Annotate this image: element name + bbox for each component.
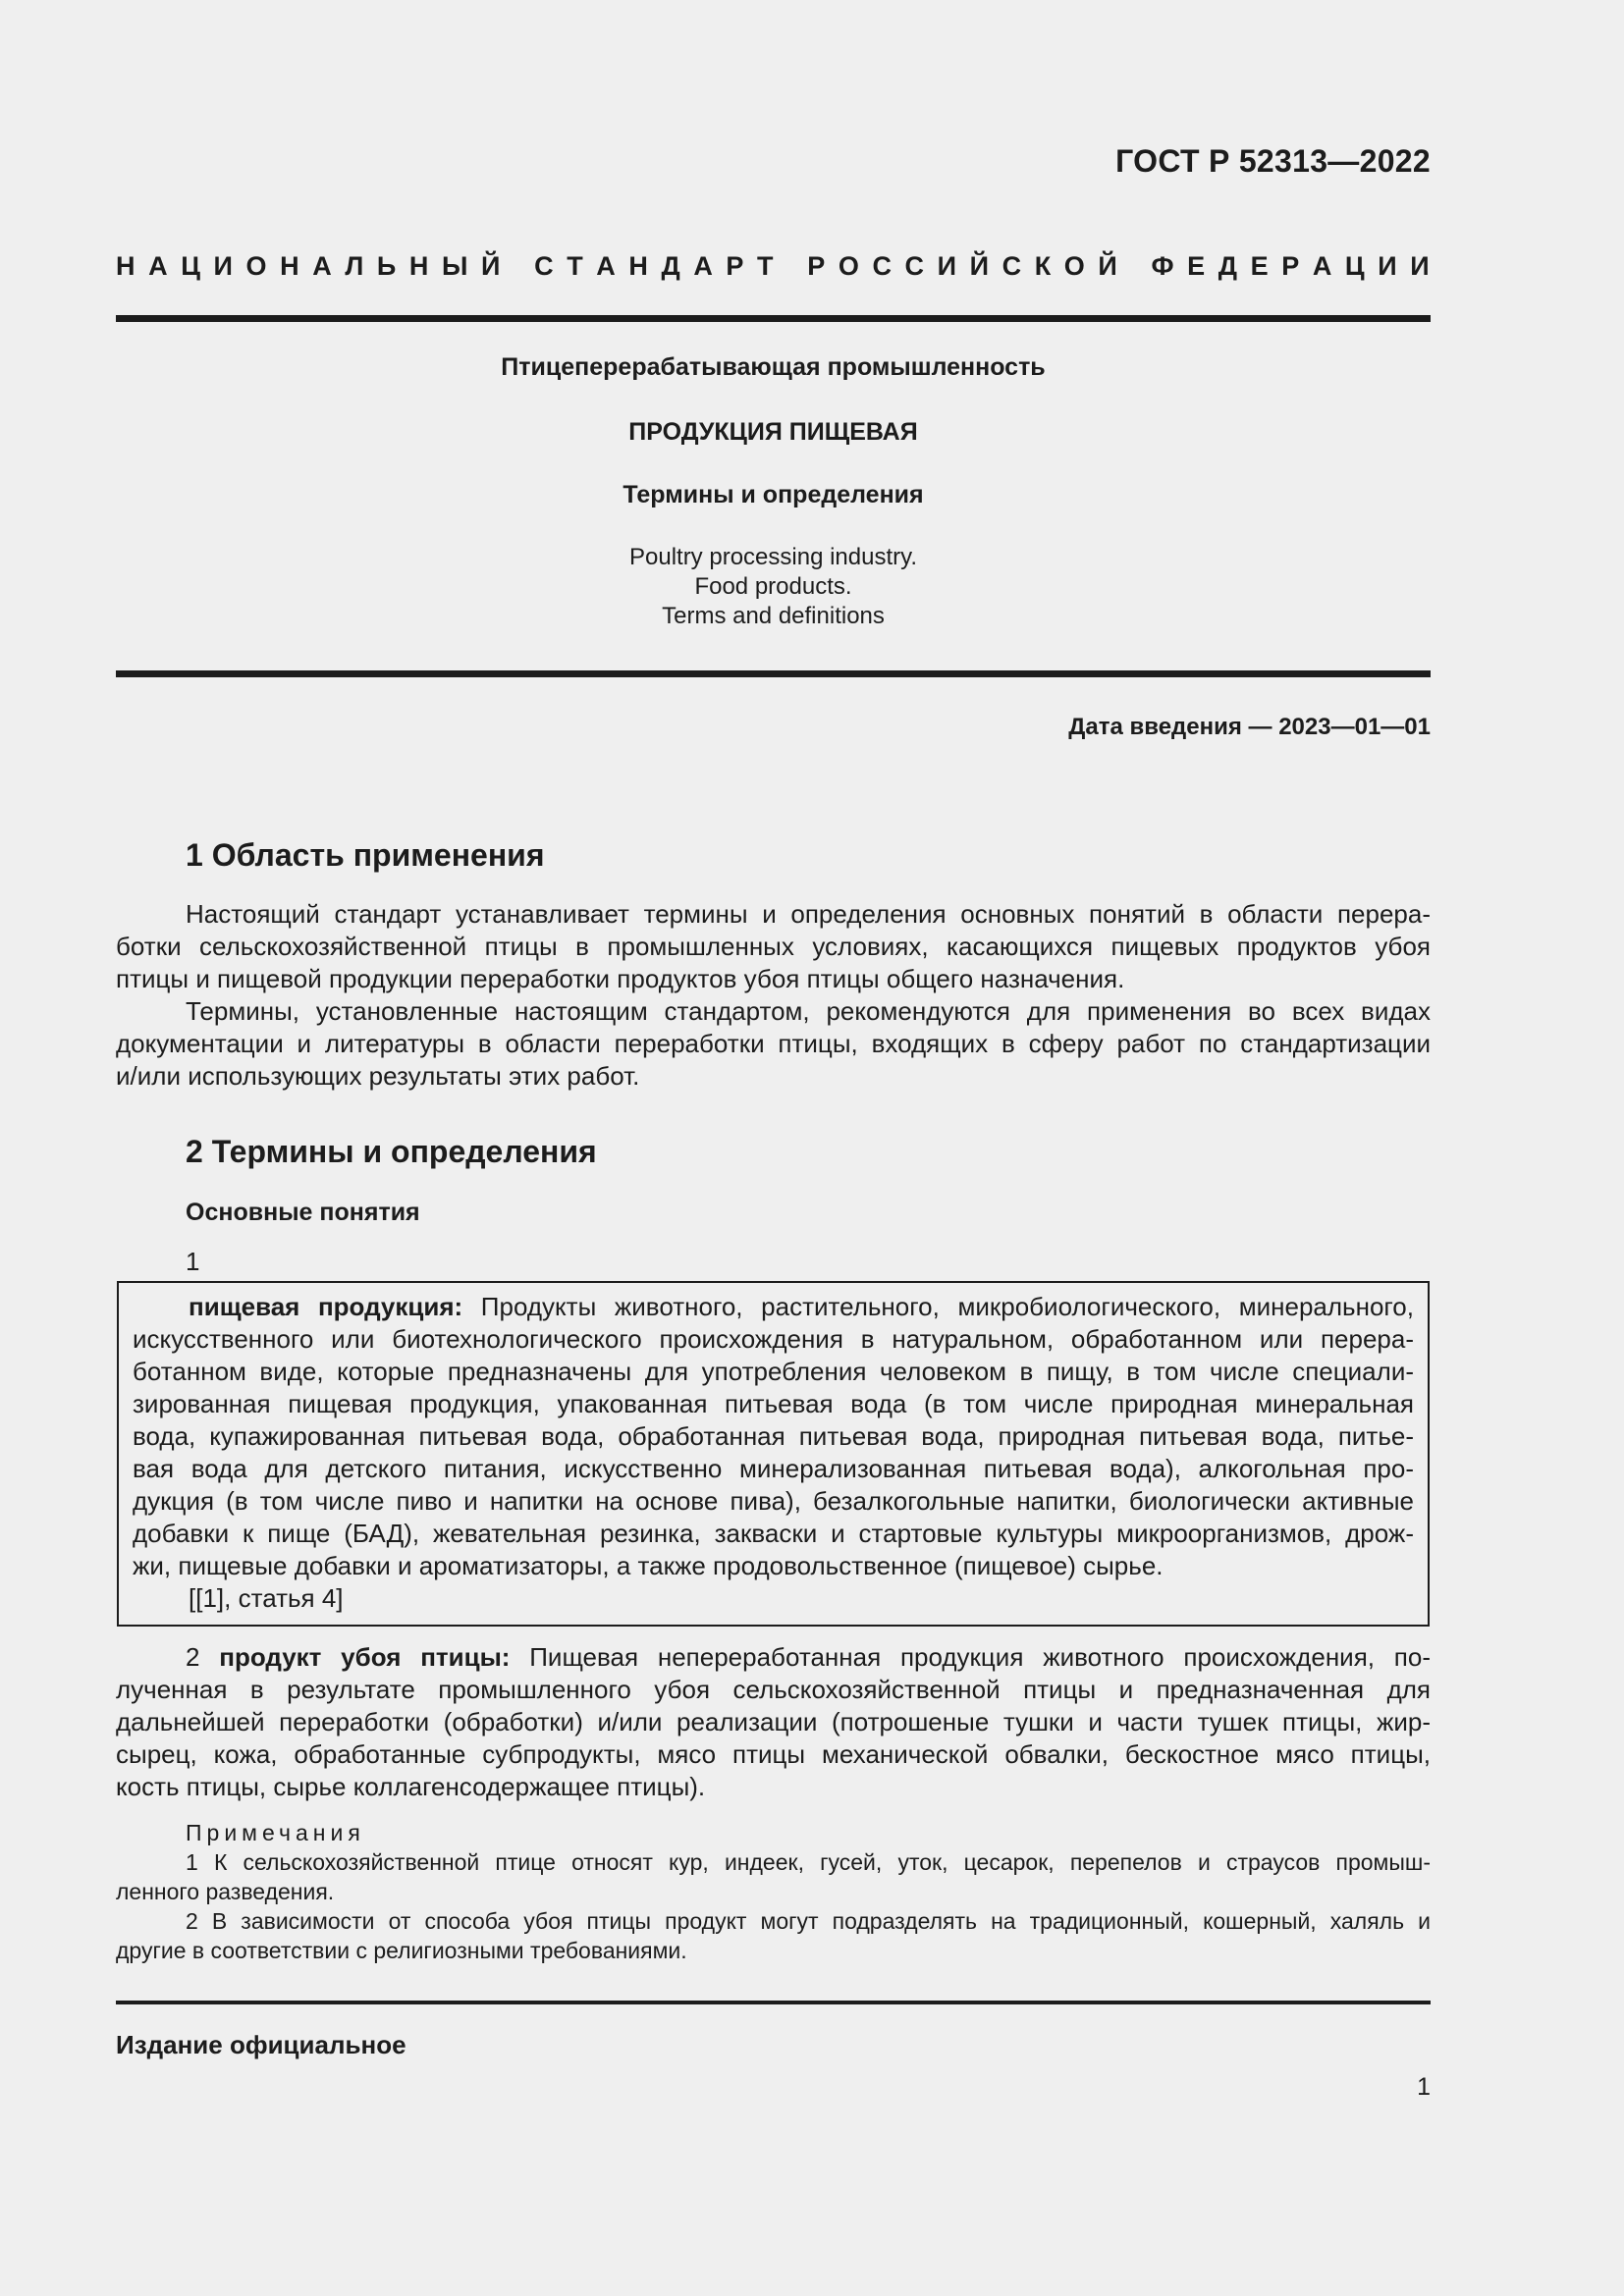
notes-title: Примечания — [186, 1820, 365, 1845]
banner-letter: Н — [280, 251, 299, 281]
english-title-line: Poultry processing industry. — [628, 544, 917, 570]
banner-letter: Р — [726, 251, 744, 281]
definition-line: жи, пищевые добавки и ароматизаторы, а также продовольственное (пищевое) сырье. — [133, 1551, 1164, 1580]
banner-letter: Е — [1250, 251, 1269, 281]
banner-letter: И — [213, 251, 233, 281]
notes-block — [116, 1818, 1431, 1965]
term-first-line — [133, 1291, 1414, 1323]
definition-line: искусственного или биотехнологического происхождения в натуральном, обработанном или перера- — [133, 1324, 1414, 1354]
top-rule — [116, 315, 1431, 322]
banner-letter: Й — [480, 251, 501, 281]
section-2-heading: 2 Термины и определения — [186, 1134, 597, 1169]
banner-letter: Д — [1218, 251, 1238, 281]
term-number: 2 — [186, 1642, 200, 1672]
banner-letter — [514, 251, 521, 282]
banner-letter: Ф — [1151, 251, 1174, 281]
title-bottom-rule — [116, 670, 1431, 677]
definition-line: вода, купажированная питьевая вода, обработанная питьевая вода, природная питьевая вода, питье- — [133, 1421, 1414, 1451]
term-number: 1 — [186, 1247, 200, 1276]
section-title: Термины и определения — [623, 481, 924, 508]
page-number: 1 — [1417, 2073, 1431, 2101]
banner-letter: Ц — [1344, 251, 1365, 281]
text-line: ботки сельскохозяйственной птицы в промышленных условиях, касающихся пищевых продуктов убоя — [116, 932, 1431, 961]
english-title-line: Food products. — [694, 573, 852, 600]
definition-line: зированная пищевая продукция, упакованная питьевая вода (в том числе природная минеральная — [133, 1389, 1414, 1418]
product-title: ПРОДУКЦИЯ ПИЩЕВАЯ — [628, 418, 918, 446]
banner-letter: О — [838, 251, 859, 281]
banner-letter: И — [1410, 251, 1430, 281]
basic-concepts-subheading: Основные понятия — [186, 1199, 420, 1226]
term-definition-start: Пищевая непереработанная продукция животного происхождения, по- — [510, 1642, 1431, 1672]
term-definition-box — [117, 1281, 1430, 1627]
banner-letter: Р — [807, 251, 826, 281]
banner-letter: Н — [116, 251, 135, 281]
banner-letter: Ц — [181, 251, 200, 281]
definition-source: [[1], статья 4] — [189, 1583, 344, 1613]
banner-letter: Т — [567, 251, 583, 281]
english-title-line: Terms and definitions — [662, 603, 885, 629]
banner-letter: С — [904, 251, 925, 281]
banner-letter: О — [245, 251, 267, 281]
banner-letter: Ы — [441, 251, 468, 281]
banner-letter: Й — [969, 251, 990, 281]
definition-line: дальнейшей переработки (обработки) и/или реализации (потрошеные тушки и части тушек птицы, жир- — [116, 1707, 1431, 1736]
banner-letter: И — [937, 251, 957, 281]
definition-line: добавки к пище (БАД), жевательная резинка, закваски и стартовые культуры микроорганизмов, дрож- — [133, 1519, 1414, 1548]
term-2-definition — [116, 1641, 1431, 1803]
text-line: птицы и пищевой продукции переработки продуктов убоя птицы общего назначения. — [116, 964, 1125, 993]
banner-letter: О — [1063, 251, 1085, 281]
banner-letter: Ь — [376, 251, 397, 281]
banner-letter: С — [1001, 251, 1022, 281]
definition-line: вая вода для детского питания, искусственно минерализованная питьевая вода), алкогольная про- — [133, 1454, 1414, 1483]
banner-letter: Л — [345, 251, 364, 281]
text-line: документации и литературы в области переработки птицы, входящих в сферу работ по стандартизации — [116, 1029, 1431, 1058]
banner-letter: А — [1312, 251, 1332, 281]
banner-letter: Т — [757, 251, 774, 281]
term-name: продукт убоя птицы: — [219, 1642, 511, 1672]
banner-letter: А — [312, 251, 332, 281]
banner-letter: К — [1034, 251, 1052, 281]
banner-letter: С — [872, 251, 892, 281]
national-standard-banner — [116, 251, 1430, 282]
note-line: другие в соответствии с религиозными требованиями. — [116, 1938, 687, 1963]
banner-letter: Й — [1098, 251, 1117, 281]
term-name: пищевая продукция: — [189, 1292, 463, 1321]
banner-letter: Е — [1187, 251, 1206, 281]
banner-letter: Д — [661, 251, 680, 281]
definition-line: кость птицы, сырье коллагенсодержащее птицы). — [116, 1772, 706, 1801]
section-1-paragraph-1 — [116, 898, 1431, 995]
footer-rule — [116, 2001, 1431, 2004]
banner-letter: А — [693, 251, 713, 281]
definition-line: лученная в результате промышленного убоя сельскохозяйственной птицы и предназначенная для — [116, 1675, 1431, 1704]
term-definition-start: Продукты животного, растительного, микробиологического, минерального, — [462, 1292, 1414, 1321]
definition-line: ботанном виде, которые предназначены для употребления человеком в пищу, в том числе специали- — [133, 1357, 1414, 1386]
banner-letter: Н — [408, 251, 429, 281]
text-line: и/или использующих результаты этих работ. — [116, 1061, 640, 1091]
banner-letter: А — [148, 251, 168, 281]
text-line: Термины, установленные настоящим стандартом, рекомендуются для применения во всех видах — [186, 996, 1431, 1026]
banner-letter: А — [596, 251, 616, 281]
gost-number: ГОСТ Р 52313—2022 — [1115, 143, 1431, 179]
banner-letter: Н — [628, 251, 648, 281]
term-first-line — [116, 1641, 1431, 1674]
official-edition-label: Издание официальное — [116, 2030, 406, 2059]
section-1-heading: 1 Область применения — [186, 837, 545, 873]
note-line: ленного разведения. — [116, 1879, 335, 1904]
banner-letter: Р — [1281, 251, 1300, 281]
english-title — [116, 543, 1431, 631]
banner-letter — [1130, 251, 1138, 282]
definition-line: сырец, кожа, обработанные субпродукты, мясо птицы механической обвалки, бескостное мясо птицы, — [116, 1739, 1431, 1769]
definition-line: дукция (в том числе пиво и напитки на основе пива), безалкогольные напитки, биологически активные — [133, 1486, 1414, 1516]
banner-letter: И — [1378, 251, 1397, 281]
section-1-paragraph-2 — [116, 995, 1431, 1093]
banner-letter: С — [534, 251, 554, 281]
text-line: Настоящий стандарт устанавливает термины и определения основных понятий в области перера- — [186, 899, 1431, 929]
introduction-date: Дата введения — 2023—01—01 — [1068, 714, 1431, 740]
banner-letter — [786, 251, 794, 282]
note-line: 1 К сельскохозяйственной птице относят кур, индеек, гусей, уток, цесарок, перепелов и страусов промыш- — [186, 1849, 1431, 1875]
industry-title: Птицеперерабатывающая промышленность — [501, 353, 1046, 381]
note-line: 2 В зависимости от способа убоя птицы продукт могут подразделять на традиционный, кошерный, халяль и — [186, 1908, 1431, 1934]
